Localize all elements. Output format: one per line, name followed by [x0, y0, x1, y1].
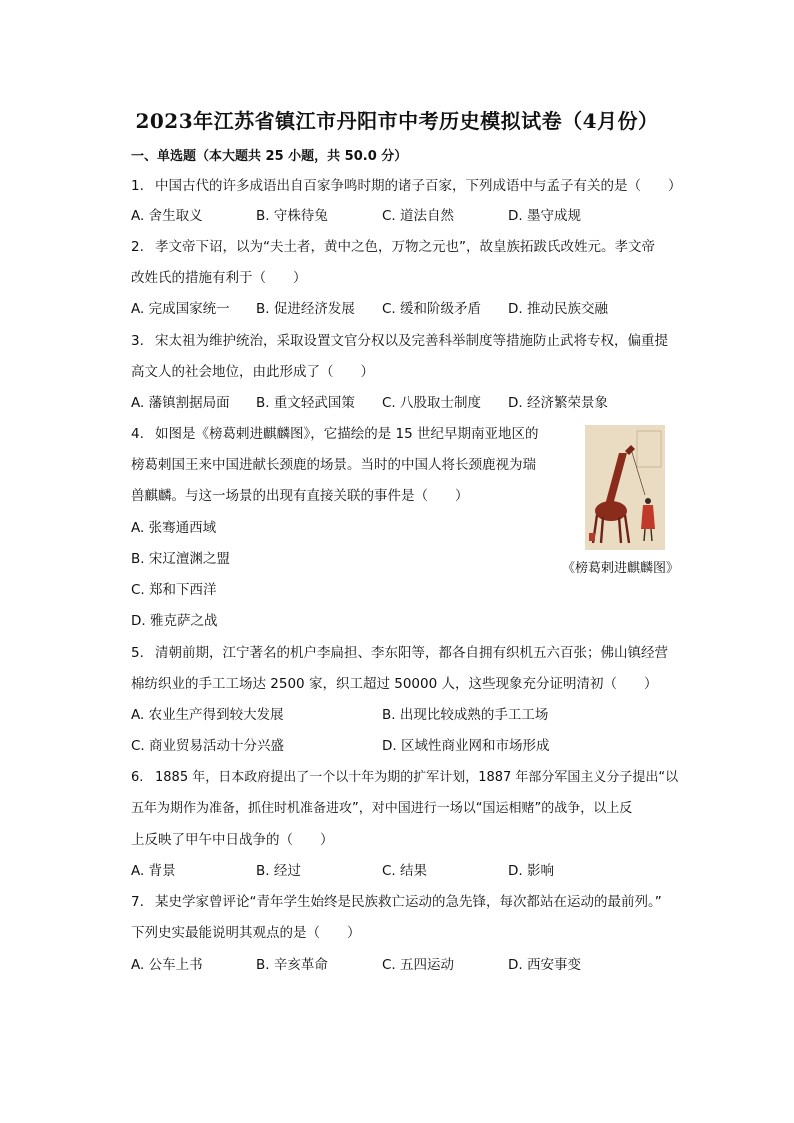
q4-option-c: C. 郑和下西洋: [131, 582, 217, 598]
q1-option-d: D. 墨守成规: [508, 208, 581, 224]
q2-option-b: B. 促进经济发展: [256, 301, 355, 317]
q7-option-b: B. 辛亥革命: [256, 957, 328, 973]
q2-option-a: A. 完成国家统一: [131, 301, 230, 317]
question-6-line-1: 6. 1885 年，日本政府提出了一个以十年为期的扩军计划，1887 年部分军国主义分子提出“以: [131, 770, 679, 785]
question-1-line-1: 1. 中国古代的许多成语出自百家争鸣时期的诸子百家，下列成语中与孟子有关的是（ ）: [131, 178, 682, 194]
q6-option-d: D. 影响: [508, 863, 554, 879]
q2-option-c: C. 缓和阶级矛盾: [382, 301, 482, 317]
q6-option-b: B. 经过: [256, 863, 301, 879]
question-4-line-1: 4. 如图是《榜葛剌进麒麟图》，它描绘的是 15 世纪早期南亚地区的: [131, 426, 539, 442]
q7-option-c: C. 五四运动: [382, 957, 455, 973]
q5-option-b: B. 出现比较成熟的手工工场: [382, 707, 549, 723]
question-7-line-2: 下列史实最能说明其观点的是（ ）: [131, 925, 361, 941]
question-4-line-2: 榜葛剌国王来中国进献长颈鹿的场景。当时的中国人将长颈鹿视为瑞: [131, 457, 536, 473]
question-4-line-3: 兽麒麟。与这一场景的出现有直接关联的事件是（ ）: [131, 488, 469, 504]
q5-option-a: A. 农业生产得到较大发展: [131, 707, 284, 723]
q1-option-a: A. 舍生取义: [131, 208, 203, 224]
q2-option-d: D. 推动民族交融: [508, 301, 608, 317]
question-6-line-2: 五年为期作为准备，抓住时机准备进攻”，对中国进行一场以“国运相赌”的战争，以上反: [131, 801, 633, 816]
q4-option-a: A. 张骞通西域: [131, 520, 217, 536]
q1-option-b: B. 守株待兔: [256, 208, 328, 224]
question-3-line-2: 高文人的社会地位，由此形成了（ ）: [131, 364, 374, 380]
question-5-line-1: 5. 清朝前期，江宁著名的机户李扁担、李东阳等，都各自拥有织机五六百张；佛山镇经营: [131, 645, 668, 661]
giraffe-illustration: [585, 425, 665, 550]
q7-option-d: D. 西安事变: [508, 957, 581, 973]
q6-option-a: A. 背景: [131, 863, 176, 879]
q3-option-c: C. 八股取士制度: [382, 395, 482, 411]
q7-option-a: A. 公车上书: [131, 957, 203, 973]
question-5-line-2: 棉纺织业的手工工场达 2500 家，织工超过 50000 人，这些现象充分证明清初（ ）: [131, 676, 658, 692]
q3-option-b: B. 重文轻武国策: [256, 395, 355, 411]
page-title: 2023年江苏省镇江市丹阳市中考历史模拟试卷（4月份）: [135, 109, 659, 133]
q1-option-c: C. 道法自然: [382, 208, 455, 224]
question-3-line-1: 3. 宋太祖为维护统治，采取设置文官分权以及完善科举制度等措施防止武将专权，偏重提: [131, 333, 668, 349]
q4-option-b: B. 宋辽澶渊之盟: [131, 551, 230, 567]
question-2-line-1: 2. 孝文帝下诏，以为“夫土者，黄中之色，万物之元也”，故皇族拓跋氏改姓元。孝文帝: [131, 239, 655, 255]
section-heading: 一、单选题（本大题共 25 小题，共 50.0 分）: [131, 149, 408, 164]
question-7-line-1: 7. 某史学家曾评论“青年学生始终是民族救亡运动的急先锋，每次都站在运动的最前列。”: [131, 894, 662, 910]
q3-option-d: D. 经济繁荣景象: [508, 395, 608, 411]
giraffe-painting-image: [585, 425, 665, 550]
q5-option-c: C. 商业贸易活动十分兴盛: [131, 738, 285, 754]
q5-option-d: D. 区域性商业网和市场形成: [382, 738, 550, 754]
q3-option-a: A. 藩镇割据局面: [131, 395, 230, 411]
q6-option-c: C. 结果: [382, 863, 428, 879]
question-2-line-2: 改姓氏的措施有利于（ ）: [131, 270, 307, 286]
question-6-line-3: 上反映了甲午中日战争的（ ）: [131, 832, 334, 848]
figure-caption: 《榜葛剌进麒麟图》: [562, 561, 680, 576]
q4-option-d: D. 雅克萨之战: [131, 613, 218, 629]
